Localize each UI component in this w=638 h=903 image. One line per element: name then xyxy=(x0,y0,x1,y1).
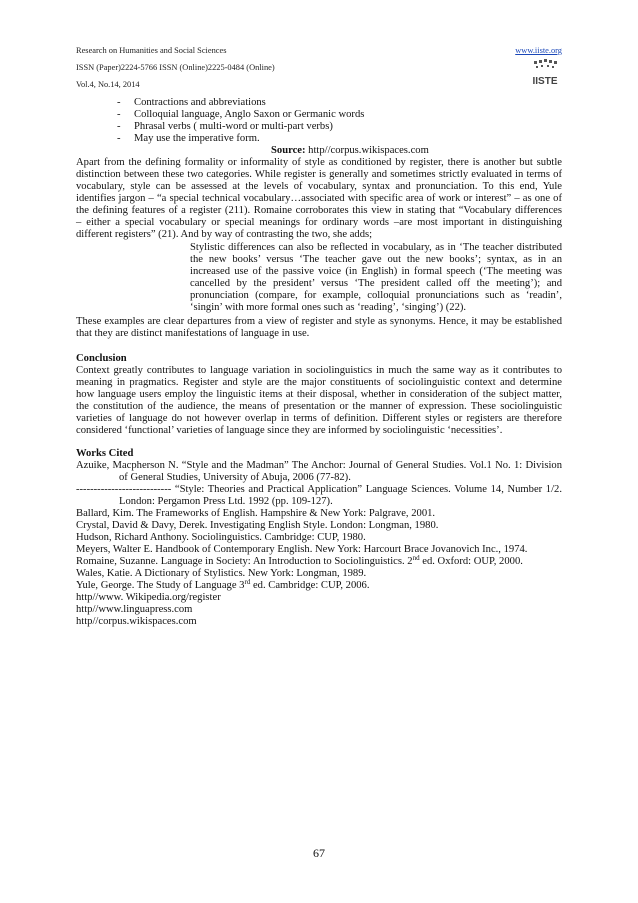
works-cited-entry: Azuike, Macpherson N. “Style and the Madman” The Anchor: Journal of General Studies. Vol.1 No. 1: Division xyxy=(76,460,562,471)
works-cited-entry: London: Pergamon Press Ltd. 1992 (pp. 109-127). xyxy=(119,496,333,507)
works-cited-entry: Wales, Katie. A Dictionary of Stylistics. New York: Longman, 1989. xyxy=(76,568,367,579)
works-cited-heading: Works Cited xyxy=(76,448,134,459)
list-item: Contractions and abbreviations xyxy=(134,97,266,108)
works-cited-entry xyxy=(76,580,370,592)
entry-text: ed. Oxford: OUP, 2000. xyxy=(419,556,523,567)
bullet-dash: - xyxy=(117,97,121,108)
list-item: Phrasal verbs ( multi-word or multi-part verbs) xyxy=(134,121,333,132)
paragraph-line: Apart from the defining formality or informality of style as conditioned by register, there is another but subtle xyxy=(76,157,562,168)
works-cited-entry: --------------------------- “Style: Theories and Practical Application” Language Sciences. Volume 14, Number 1/2. xyxy=(76,484,562,495)
quote-line: Stylistic differences can also be reflected in vocabulary, as in ‘The teacher distributed xyxy=(190,242,562,253)
list-item: May use the imperative form. xyxy=(134,133,260,144)
works-cited-entry: of General Studies, University of Abuja, 2006 (77-82). xyxy=(119,472,351,483)
conclusion-line: how language users employ the linguistic items at their disposal, whether in consideration of the subject matter, xyxy=(76,389,562,400)
works-cited-entry xyxy=(76,556,523,568)
iiste-logo xyxy=(528,58,562,90)
page-number: 67 xyxy=(313,846,325,860)
conclusion-line: the constitution of the audience, the means of presentation or the manner of expression. These sociolinguistic xyxy=(76,401,562,412)
bullet-dash: - xyxy=(117,121,121,132)
works-cited-entry: Hudson, Richard Anthony. Sociolinguistics. Cambridge: CUP, 1980. xyxy=(76,532,366,543)
conclusion-line: Context greatly contributes to language variation in sociolinguistics in much the same way as it contributes to xyxy=(76,365,562,376)
quote-line: the new books’ versus ‘The teacher gave out the new books’; syntax, as in an xyxy=(190,254,562,265)
list-item: Colloquial language, Anglo Saxon or Germanic words xyxy=(134,109,365,120)
source-value: http//corpus.wikispaces.com xyxy=(305,145,429,156)
journal-title: Research on Humanities and Social Sciences xyxy=(76,46,227,55)
conclusion-line: varieties of language do not however overlap in terms of definition. Different styles or registers are therefore xyxy=(76,413,562,424)
paragraph-line: identifies jargon – “a special technical vocabulary…associated with specific area of work or interest” – as one of xyxy=(76,193,562,204)
works-cited-entry: http//www. Wikipedia.org/register xyxy=(76,592,221,603)
paragraph-line: the defining features of a register (211). Romaine corroborates this view in stating that “Vocabulary differences xyxy=(76,205,562,216)
paragraph-line: that they are distinct manifestations of language in use. xyxy=(76,328,310,339)
ordinal-suffix: rd xyxy=(244,578,251,586)
volume-line: Vol.4, No.14, 2014 xyxy=(76,80,140,89)
conclusion-line: meaning in pragmatics. Register and style are the major constituents of sociolinguistic context and determine xyxy=(76,377,562,388)
quote-line: pronunciation (compare, for example, colloquial pronunciations such as ‘readin’, xyxy=(190,290,562,301)
issn-line: ISSN (Paper)2224-5766 ISSN (Online)2225-0484 (Online) xyxy=(76,63,275,72)
works-cited-entry: http//www.linguapress.com xyxy=(76,604,193,615)
paragraph-line: vocabulary, style can be assessed at the levels of vocabulary, syntax and pronunciation. To this end, Yule xyxy=(76,181,562,192)
ordinal-suffix: nd xyxy=(412,554,420,562)
paragraph-line: different registers” (21). And by way of contrasting the two, she adds; xyxy=(76,229,373,240)
conclusion-line: considered ‘functional’ varieties of language since they are informed by sociolinguistic ‘necessities’. xyxy=(76,425,503,436)
paragraph-line: – either a special vocabulary or special meanings for ordinary words –are most important in distinguishing xyxy=(76,217,562,228)
bullet-dash: - xyxy=(117,109,121,120)
entry-text: ed. Cambridge: CUP, 2006. xyxy=(250,580,370,591)
quote-line: increased use of the passive voice (in English) in formal speech (‘The meeting was xyxy=(190,266,562,277)
entry-text: Yule, George. The Study of Language 3 xyxy=(76,580,245,591)
works-cited-entry: Ballard, Kim. The Frameworks of English. Hampshire & New York: Palgrave, 2001. xyxy=(76,508,436,519)
works-cited-entry: Meyers, Walter E. Handbook of Contemporary English. New York: Harcourt Brace Jovanovich Inc., 1974. xyxy=(76,544,528,555)
works-cited-entry: Crystal, David & Davy, Derek. Investigating English Style. London: Longman, 1980. xyxy=(76,520,439,531)
source-citation xyxy=(271,145,429,157)
paragraph-line: These examples are clear departures from a view of register and style as synonyms. Hence, it may be established xyxy=(76,316,562,327)
paragraph-line: distinction between these two categories. While register is generally and sometimes strictly evaluated in terms of xyxy=(76,169,562,180)
quote-line: ‘singin’ with more formal ones such as ‘reading’, ‘singing’) (22). xyxy=(190,302,467,313)
bullet-dash: - xyxy=(117,133,121,144)
conclusion-heading: Conclusion xyxy=(76,353,127,364)
quote-line: cancelled by the president’ versus ‘The president called off the meeting’); and xyxy=(190,278,562,289)
entry-text: Romaine, Suzanne. Language in Society: An Introduction to Sociolinguistics. 2 xyxy=(76,556,413,567)
svg-text:IISTE: IISTE xyxy=(532,76,558,87)
works-cited-entry: http//corpus.wikispaces.com xyxy=(76,616,197,627)
journal-website-link[interactable]: www.iiste.org xyxy=(515,46,562,55)
source-label: Source: xyxy=(271,145,306,156)
